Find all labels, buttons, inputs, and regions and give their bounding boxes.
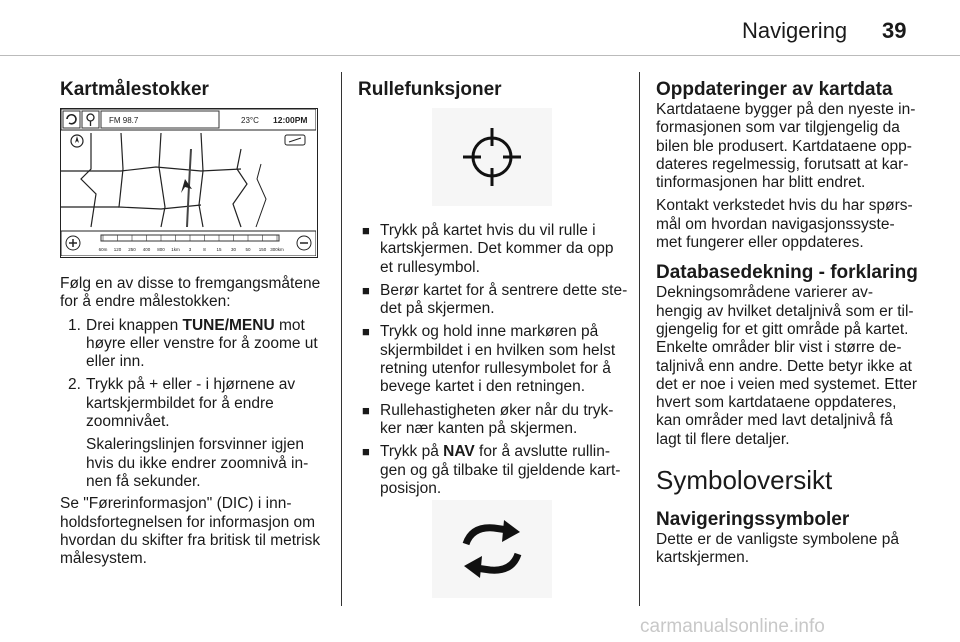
paragraph-line: Kartdataene bygger på den nyeste in‐ xyxy=(656,101,916,118)
page-header-title: Navigering xyxy=(742,18,848,43)
bullet-square-icon: ■ xyxy=(362,324,370,340)
section-heading-map-scales: Kartmålestokker xyxy=(60,79,209,100)
note-text: nen få sekunder. xyxy=(86,472,201,490)
scale-label: 15 xyxy=(216,247,222,252)
screen-time-label: 12:00PM xyxy=(273,115,308,125)
scale-label: 1km xyxy=(171,247,180,252)
step-text: høyre eller venstre for å zoome ut xyxy=(86,334,318,352)
intro-line: Følg en av disse to fremgangsmåtene xyxy=(60,275,321,292)
scale-label: 60m xyxy=(98,247,108,252)
paragraph-line: det er noe i veien med systemet. Etter xyxy=(656,375,918,393)
paragraph-line: Dette er de vanligste symbolene på xyxy=(656,531,899,549)
paragraph-line: dateres regelmessig, forutsatt at kar‐ xyxy=(656,155,909,173)
list-item-text: skjermbildet i en hvilken som helst xyxy=(380,341,616,359)
step-text: kartskjermbildet for å endre xyxy=(86,394,274,412)
outro-text: målesystem. xyxy=(60,550,147,568)
paragraph-line: met fungerer eller oppdateres. xyxy=(656,234,864,252)
column-divider-1 xyxy=(341,72,342,606)
header-rule xyxy=(0,55,960,56)
paragraph-line: kan områder med lavt detaljnivå få xyxy=(656,412,893,430)
step-number: 2. xyxy=(68,376,81,394)
list-item xyxy=(358,323,630,396)
note xyxy=(86,436,335,491)
paragraph-line: formasjonen som var tilgjengelig da xyxy=(656,119,900,137)
outro-text: Se "Førerinformasjon" (DIC) i inn‐ xyxy=(60,495,292,513)
map-screen-illustration xyxy=(60,108,318,258)
paragraph-line: Enkelte områder blir vist i større de‐ xyxy=(656,339,902,357)
paragraph-line: gjengelig for et gitt område på kartet. xyxy=(656,320,909,338)
scale-label: 150 xyxy=(258,247,267,252)
paragraph-line: mål om hvordan navigasjonssyste‐ xyxy=(656,215,895,233)
list-item-text: for å avslutte rullin‐ xyxy=(474,443,610,461)
list-item-text: bevege kartet i den retningen. xyxy=(380,378,586,396)
list-item-text: det på skjermen. xyxy=(380,300,495,318)
list-item-text: Rullehastigheten øker når du tryk‐ xyxy=(380,401,614,419)
paragraph-line: tinformasjonen har blitt endret. xyxy=(656,174,866,192)
bullet-square-icon: ■ xyxy=(362,223,370,238)
paragraph-line: Dekningsområdene varierer av‐ xyxy=(656,284,874,302)
outro-text: hvordan du skifter fra britisk til metrisk xyxy=(60,531,321,549)
scale-label: 8 xyxy=(203,247,206,252)
list-item-text: retning utenfor rullesymbolet for å xyxy=(380,360,611,378)
scale-label: 30 xyxy=(230,247,237,252)
list-item xyxy=(358,282,630,319)
refresh-arrows-icon xyxy=(432,500,552,598)
step-text: eller inn. xyxy=(86,353,145,371)
paragraph-line: bilen ble produsert. Kartdataene opp‐ xyxy=(656,137,912,155)
paragraph-line: lagt til flere detaljer. xyxy=(656,430,790,448)
list-item-text: Berør kartet for å sentrere dette ste‐ xyxy=(380,281,628,299)
step-2 xyxy=(60,376,335,491)
list-item-text: Trykk på kartet hvis du vil rulle i xyxy=(380,222,596,239)
step-1 xyxy=(60,317,335,372)
step-text: Trykk på + eller - i hjørnene av xyxy=(86,376,296,394)
scale-label: 120 xyxy=(113,247,122,252)
list-item xyxy=(358,443,630,498)
bullet-square-icon: ■ xyxy=(362,402,370,418)
paragraph-line: hengig av hvilket detaljnivå som er til‐ xyxy=(656,302,914,320)
list-item xyxy=(358,222,630,277)
note-text: Skaleringslinjen forsvinner igjen xyxy=(86,436,304,454)
scale-label: 300km xyxy=(270,247,284,252)
column-divider-2 xyxy=(639,72,640,606)
section-heading-database-coverage: Databasedekning - forklaring xyxy=(656,262,918,284)
step-text: mot xyxy=(274,316,305,334)
bullet-square-icon: ■ xyxy=(362,444,370,460)
outro xyxy=(60,495,335,568)
screen-temp-label: 23°C xyxy=(241,116,259,125)
scale-label: 50 xyxy=(245,247,251,252)
paragraph-line: taljnivå enn andre. Dette betyr ikke at xyxy=(656,357,912,375)
nav-label: NAV xyxy=(443,443,475,461)
list-item-text: ker nær kanten på skjermen. xyxy=(380,419,578,437)
page-number: 39 xyxy=(882,18,907,43)
step-text: Drei knappen xyxy=(86,316,183,334)
intro-line: for å endre målestokken: xyxy=(60,293,231,311)
list-item-text: Trykk på xyxy=(380,443,444,461)
bullet-square-icon: ■ xyxy=(362,282,370,298)
outro-text: holdsfortegnelsen for informasjon om xyxy=(60,513,316,531)
step-number: 1. xyxy=(68,316,81,334)
list-item xyxy=(358,402,630,439)
chapter-heading-symbol-overview: Symboloversikt xyxy=(656,465,833,496)
list-item-text: kartskjermen. Det kommer da opp xyxy=(380,240,614,258)
paragraph-line: hvert som kartdataene oppdateres, xyxy=(656,394,897,412)
screen-radio-label: FM 98.7 xyxy=(109,116,139,125)
watermark: carmanualsonline.info xyxy=(640,616,825,637)
step-text: zoomnivået. xyxy=(86,413,170,431)
section-heading-map-updates: Oppdateringer av kartdata xyxy=(656,79,893,100)
scale-label: 3 xyxy=(188,247,192,252)
scale-label: 400 xyxy=(142,247,151,252)
list-item-text: posisjon. xyxy=(380,479,442,497)
list-item-text: Trykk og hold inne markøren på xyxy=(380,323,599,341)
list-item-text: et rullesymbol. xyxy=(380,258,480,276)
list-item-text: gen og gå tilbake til gjeldende kart‐ xyxy=(380,461,621,479)
map-screen-svg xyxy=(61,109,316,256)
scale-label: 800 xyxy=(157,247,165,252)
note-text: hvis du ikke endrer zoomnivå in‐ xyxy=(86,454,309,472)
section-heading-scroll: Rullefunksjoner xyxy=(358,79,502,100)
paragraph-line: Kontakt verkstedet hvis du har spørs‐ xyxy=(656,197,913,215)
paragraph-line: kartskjermen. xyxy=(656,549,750,567)
scale-label: 250 xyxy=(128,247,136,252)
tune-menu-label: TUNE/MENU xyxy=(182,316,275,334)
section-heading-navigation-symbols: Navigeringssymboler xyxy=(656,509,850,531)
crosshair-icon xyxy=(432,108,552,206)
